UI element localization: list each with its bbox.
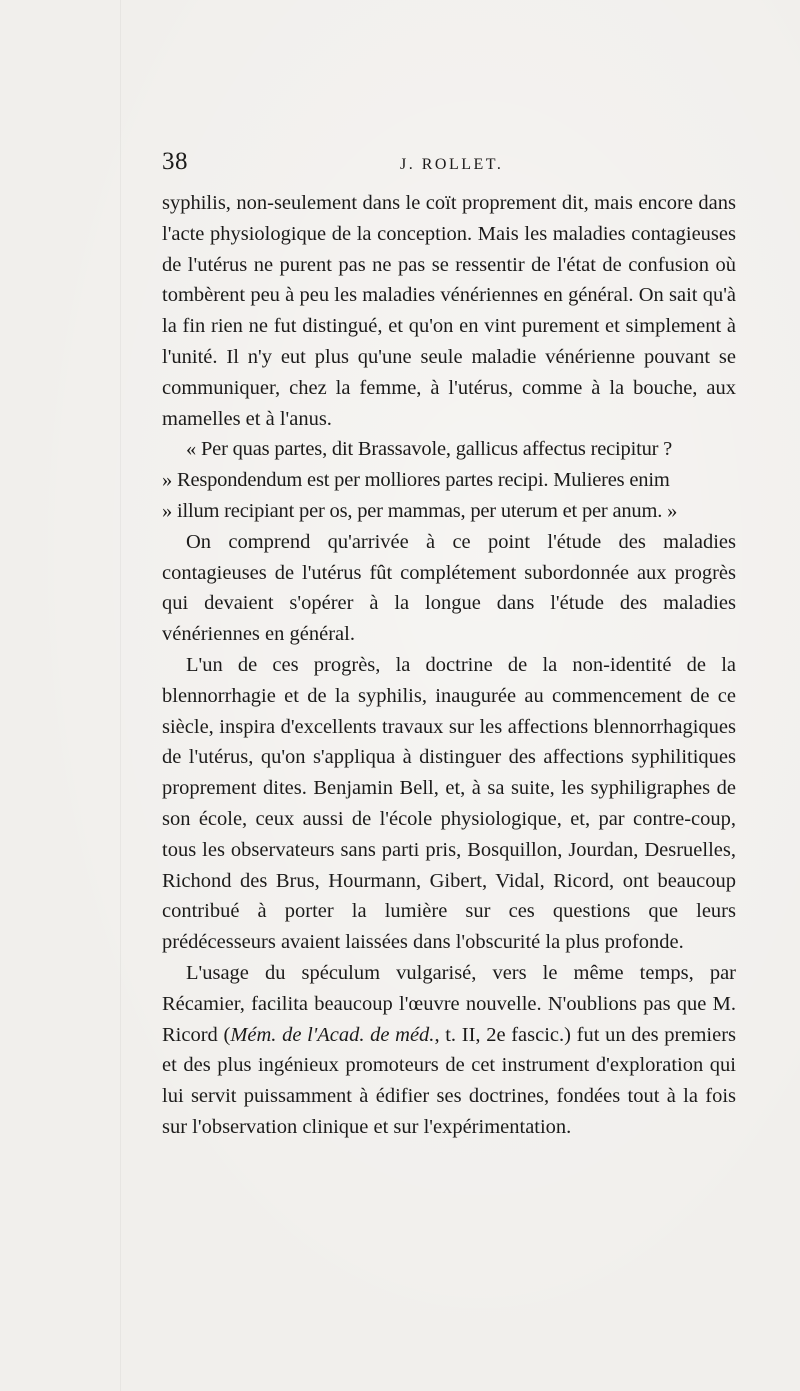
quote-line-2: » Respondendum est per molliores partes recipi. Mulieres enim — [162, 469, 670, 492]
citation-title: Mém. de l'Acad. de méd. — [230, 1023, 435, 1046]
paragraph-2: On comprend qu'arrivée à ce point l'étude des maladies contagieuses de l'utérus fût complétement subordonnée aux progrès qui devaient s'opérer à la longue dans l'étude des maladies vénériennes en général. — [162, 530, 736, 646]
running-head: J. ROLLET. — [400, 156, 504, 173]
paragraph-4-text-start: L'usage du spéculum vulgarisé, vers le même temps, par Récamier, facilita beaucoup l'œuvre nouvelle. N'oublions pas que M. Ricord ( — [162, 961, 736, 1046]
quote-line-3: » illum recipiant per os, per mammas, per uterum et per anum. » — [162, 499, 678, 522]
paragraph-1: syphilis, non-seulement dans le coït proprement dit, mais encore dans l'acte physiologique de la conception. Mais les maladies contagieuses de l'utérus ne purent pas ne pas se ressentir de l'état de confusion où tombèrent peu à peu les maladies vénériennes en général. On sait qu'à la fin rien ne fut distingué, et qu'on en vint purement et simplement à l'unité. Il n'y eut plus qu'une seule maladie vénérienne pouvant se communiquer, chez la femme, à l'utérus, comme à la bouche, aux mamelles et à l'anus. — [162, 192, 736, 430]
page-header — [162, 148, 740, 182]
page-number: 38 — [162, 148, 188, 175]
paragraph-4 — [162, 958, 736, 1143]
paragraph-3: L'un de ces progrès, la doctrine de la non-identité de la blennorrhagie et de la syphilis, inaugurée au commencement de ce siècle, inspira d'excellents travaux sur les affections blennorrhagiques de l'utérus, qu'on s'appliqua à distinguer des affections syphilitiques proprement dites. Benjamin Bell, et, à sa suite, les syphiligraphes de son école, ceux aussi de l'école physiologique, et, par contre-coup, tous les observateurs sans parti pris, Bosquillon, Jourdan, Desruelles, Richond des Brus, Hourmann, Gibert, Vidal, Ricord, ont beaucoup contribué à porter la lumière sur ces questions que leurs prédécesseurs avaient laissées dans l'obscurité la plus profonde. — [162, 653, 736, 954]
paragraph-4-text-end: , t. II, 2e fascic.) fut un des premiers et des plus ingénieux promoteurs de cet instrument d'exploration qui lui servit puissamment à édifier ses doctrines, fondées tout à la fois sur l'observation clinique et sur l'expérimentation. — [162, 1023, 737, 1138]
page-fold-shadow — [120, 0, 121, 1391]
quote-line-1: « Per quas partes, dit Brassavole, gallicus affectus recipitur ? — [186, 438, 673, 461]
body-text — [162, 188, 736, 1143]
